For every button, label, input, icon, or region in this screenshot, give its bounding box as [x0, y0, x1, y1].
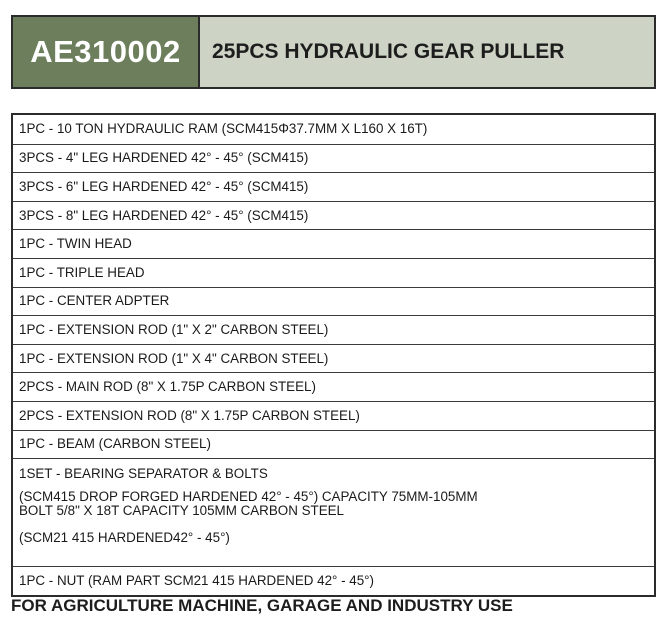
list-item: 1PC - 10 TON HYDRAULIC RAM (SCM415Φ37.7MM X L160 X 16T)	[19, 121, 428, 137]
list-item: 3PCS - 6" LEG HARDENED 42° - 45° (SCM415)	[13, 172, 654, 201]
list-item: 2PCS - EXTENSION ROD (8" X 1.75P CARBON STEEL)	[13, 401, 654, 430]
product-title: 25PCS HYDRAULIC GEAR PULLER	[200, 17, 654, 87]
list-item: 1PC - NUT (RAM PART SCM21 415 HARDENED 42° - 45°)	[13, 566, 654, 595]
separator-line-4: (SCM21 415 HARDENED42° - 45°)	[19, 530, 230, 546]
list-item: 1PC - EXTENSION ROD (1" X 4" CARBON STEEL)	[13, 344, 654, 373]
list-item: 3PCS - 4" LEG HARDENED 42° - 45° (SCM415)	[13, 144, 654, 173]
product-code: AE310002	[13, 17, 200, 87]
list-item: 1PC - EXTENSION ROD (1" X 2" CARBON STEEL)	[13, 315, 654, 344]
list-item: 2PCS - MAIN ROD (8" X 1.75P CARBON STEEL)	[13, 372, 654, 401]
separator-line-1: 1SET - BEARING SEPARATOR & BOLTS	[19, 466, 268, 482]
usage-footer: FOR AGRICULTURE MACHINE, GARAGE AND INDUSTRY USE	[11, 596, 513, 615]
list-item-bearing-separator	[13, 458, 654, 566]
parts-list	[11, 113, 656, 597]
list-item: 1PC - BEAM (CARBON STEEL)	[13, 430, 654, 459]
list-item: 1PC - TWIN HEAD	[13, 229, 654, 258]
list-item: 3PCS - 8" LEG HARDENED 42° - 45° (SCM415)	[13, 201, 654, 230]
separator-line-3: BOLT 5/8" X 18T CAPACITY 105MM CARBON STEEL	[19, 503, 345, 519]
list-item: 1PC - CENTER ADPTER	[13, 287, 654, 316]
list-item: 1PC - TRIPLE HEAD	[13, 258, 654, 287]
separator-line-2: (SCM415 DROP FORGED HARDENED 42° - 45°) CAPACITY 75MM-105MM	[19, 489, 478, 505]
product-header	[11, 15, 656, 89]
